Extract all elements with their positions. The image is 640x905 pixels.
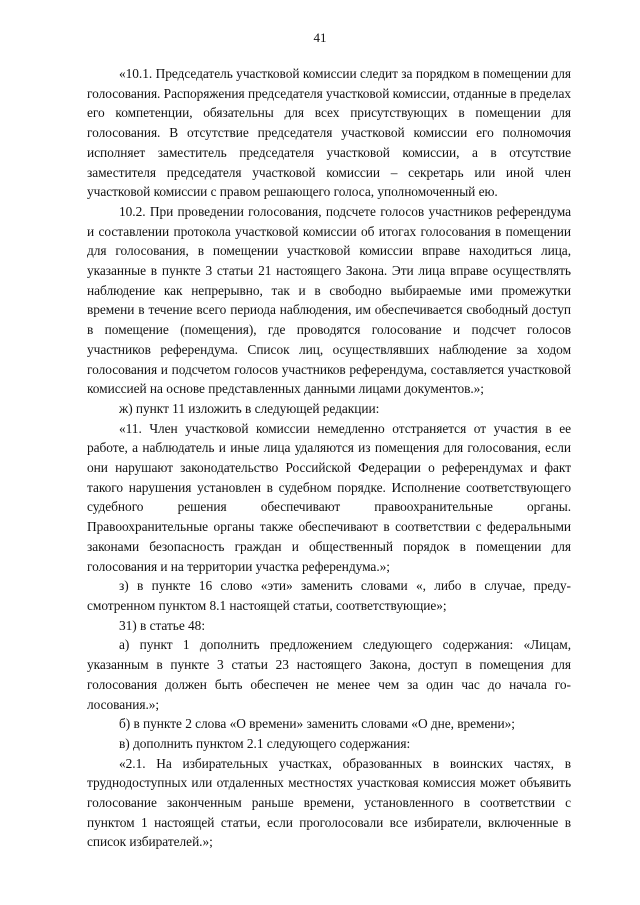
paragraph-10-1: «10.1. Председатель участковой комиссии следит за порядком в помещении для голосования. Распоряжения председателя участковой комиссии, отданные в пределах его компетенции, обязательны для всех присутствующих в помещении для голосования. В отсутствие председателя участковой комиссии его полномочия исполняет заместитель председателя участковой комиссии, а в отсутствие заместителя председателя участковой комиссии – секретарь или иной член участковой комиссии с правом решающего голоса, уполномоченный ею. [87,66,571,200]
paragraph-item-zh: ж) пункт 11 изложить в следующей редакции: [119,400,380,416]
paragraph-11: «11. Член участковой комиссии немедленно отстраняется от участия в ее работе, а наблюдатель и иные лица удаляются из помещения для голосования, если они нарушают законодательство Российской Федерации о референдумах и факт такого нарушения установлен в судебном порядке. Исполнение соответствующего судебного решения обеспечивают правоохранительные органы. Правоохранительные органы также обеспечивают в соответствии с федеральными законами безопасность граждан и общественный порядок в помещении для голосования и на территории участка референдума.»; [87,420,571,574]
paragraph-item-31: 31) в статье 48: [119,617,205,633]
paragraph-item-v: в) дополнить пунктом 2.1 следующего содержания: [119,735,411,751]
paragraph-item-z: з) в пункте 16 слово «эти» заменить словами «, либо в случае, предусмотренном пунктом 8.1 настоящей статьи, соответствующие»; [87,578,571,613]
page-number: 41 [313,30,327,45]
document-body [87,64,571,852]
paragraph-item-a: а) пункт 1 дополнить предложением следующего содержания: «Лицам, указанным в пункте 3 статьи 23 настоящего Закона, доступ в помещения для голосования должен быть обеспечен не менее чем за один час до начала голосования.»; [87,637,571,712]
paragraph-item-b: б) в пункте 2 слова «О времени» заменить словами «О дне, времени»; [119,716,515,732]
paragraph-10-2: 10.2. При проведении голосования, подсчете голосов участников референдума и составлении протокола участковой комиссии об итогах голосования в помещении для голосования, в помещении участковой комиссии вправе находиться лица, указанные в пункте 3 статьи 21 настоящего Закона. Эти лица вправе осуществлять наблюдение как непрерывно, так и в свободно выбираемые ими промежутки времени в течение всего периода наблюдения, им обеспечивается свободный доступ в помещение (помещения), где проводятся голосование и подсчет голосов участников референдума. Список лиц, осуществлявших наблюдение за ходом голосования и подсчетом голосов участников референдума, составляется участковой комиссией на основе представленных данными лицами документов.»; [87,203,571,397]
paragraph-2-1: «2.1. На избирательных участках, образованных в воинских частях, в труднодоступных или отдаленных местностях участковая комиссия может объявить голосование законченным раньше времени, установленного в соответствии с пунктом 1 настоящей статьи, если проголосовали все избиратели, включенные в список избирателей.»; [87,755,571,850]
